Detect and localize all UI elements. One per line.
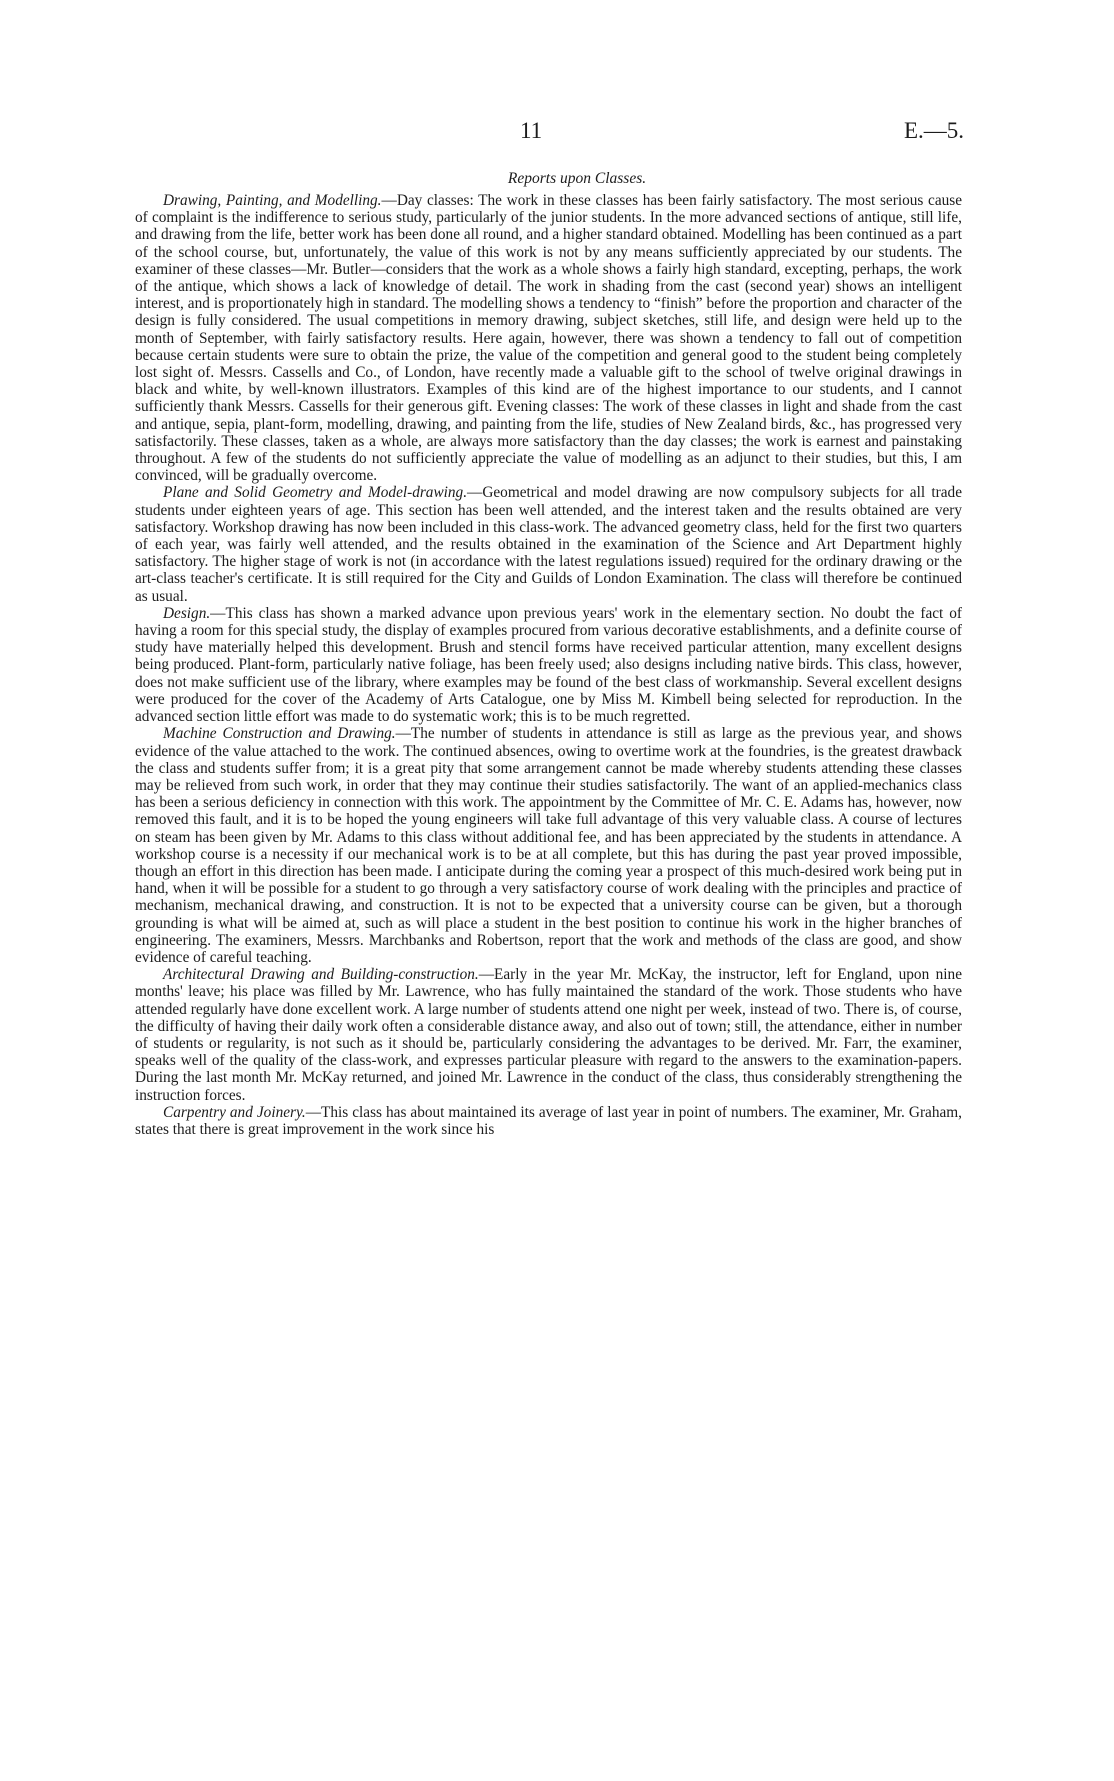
paragraph-machine-construction: [135, 725, 962, 966]
paragraph-text: —Day classes: The work in these classes has been fairly satisfactory. The most serious cause of complaint is the indifference to serious study, particularly of the junior students. In the more advanced sections of antique, still life, and drawing from the life, better work has been done all round, and a higher standard obtained. Modelling has been continued as a part of the school course, but, unfortunately, the value of this work is not by any means sufficiently appreciated by our students. The examiner of these classes—Mr. Butler—considers that the work as a whole shows a fairly high standard, excepting, perhaps, the work of the antique, which shows a lack of knowledge of detail. The work in shading from the cast (second year) shows an intelligent interest, and is proportionately high in standard. The modelling shows a tendency to “finish” before the proportion and character of the design is fully considered. The usual competitions in memory drawing, subject sketches, still life, and design were held up to the month of September, with fairly satisfactory results. Here again, however, there was shown a tendency to fall out of competition because certain students were sure to obtain the prize, the value of the competition and general good to the student being completely lost sight of. Messrs. Cassells and Co., of London, have recently made a valuable gift to the school of twelve original drawings in black and white, by well-known illustrators. Examples of this kind are of the highest importance to our students, and I cannot sufficiently thank Messrs. Cassells for their generous gift. Evening classes: The work of these classes in light and shade from the cast and antique, sepia, plant-form, modelling, drawing, and painting from the life, studies of New Zealand birds, &c., has progressed very satisfactorily. These classes, taken as a whole, are always more satisfactory than the day classes; the work is earnest and painstaking throughout. A few of the students do not sufficiently appreciate the value of modelling as an adjunct to their studies, but this, I am convinced, will be gradually overcome.: [135, 192, 962, 485]
document-reference: E.—5.: [903, 118, 964, 143]
paragraph-drawing-painting-modelling: [135, 192, 962, 484]
report-body: [135, 192, 962, 1138]
paragraph-text: —This class has about maintained its average of last year in point of numbers. The examiner, Mr. Graham, states that there is great improvement in the work since his: [135, 1103, 962, 1138]
paragraph-heading: Drawing, Painting, and Modelling.: [163, 192, 382, 209]
paragraph-heading: Carpentry and Joinery.: [163, 1103, 306, 1121]
page-number: 11: [520, 118, 543, 143]
paragraph-architectural-drawing: [135, 966, 962, 1104]
paragraph-heading: Machine Construction and Drawing.: [163, 725, 396, 743]
paragraph-heading: Design.: [163, 604, 211, 622]
page-header: [0, 118, 1114, 148]
paragraph-design: [135, 605, 962, 725]
paragraph-carpentry-joinery: [135, 1104, 962, 1138]
paragraph-text: —The number of students in attendance is still as large as the previous year, and shows evidence of the value attached to the work. The continued absences, owing to overtime work at the foundries, is the greatest drawback the class and students suffer from; it is a great pity that some arrangement cannot be made whereby students attending these classes may be relieved from such work, in order that they may continue their studies satisfactorily. The want of an applied-mechanics class has been a serious deficiency in connection with this work. The appointment by the Committee of Mr. C. E. Adams has, however, now removed this fault, and it is to be hoped the young engineers will take full advantage of this very valuable class. A course of lectures on steam has been given by Mr. Adams to this class without additional fee, and has been appreciated by the students in attendance. A workshop course is a necessity if our mechanical work is to be at all complete, but this has during the past year proved impossible, though an effort in this direction has been made. I anticipate during the coming year a prospect of this much-desired work being put in hand, when it will be possible for a student to go through a very satisfactory course of work dealing with the principles and practice of mechanism, mechanical drawing, and construction. It is not to be expected that a university course can be given, but a thorough grounding is what will be aimed at, such as will place a student in the best position to continue his work in the higher branches of engineering. The examiners, Messrs. Marchbanks and Robertson, report that the work and methods of the class are good, and show evidence of careful teaching.: [135, 725, 962, 966]
paragraph-text: —Geometrical and model drawing are now compulsory subjects for all trade students under eighteen years of age. This section has been well attended, and the interest taken and the results obtained are very satisfactory. Workshop drawing has now been included in this class-work. The advanced geometry class, held for the first two quarters of each year, was fairly well attended, and the results obtained in the examination of the Science and Art Department highly satisfactory. The higher stage of work is not (in accordance with the latest regulations issued) required for the ordinary drawing or the art-class teacher's certificate. It is still required for the City and Guilds of London Examination. The class will therefore be continued as usual.: [135, 484, 962, 605]
paragraph-heading: Architectural Drawing and Building-construction.: [163, 966, 479, 984]
paragraph-geometry-model-drawing: [135, 484, 962, 604]
paragraph-text: —Early in the year Mr. McKay, the instructor, left for England, upon nine months' leave; his place was filled by Mr. Lawrence, who has fully maintained the standard of the work. Those students who have attended regularly have done excellent work. A large number of students attend one night per week, instead of two. There is, of course, the difficulty of having their daily work often a considerable distance away, and also out of town; still, the attendance, either in number of students or regularity, is not such as it should be, particularly considering the advantages to be derived. Mr. Farr, the examiner, speaks well of the quality of the class-work, and expresses particular pleasure with regard to the answers to the examination-papers. During the last month Mr. McKay returned, and joined Mr. Lawrence in the conduct of the class, thus considerably strengthening the instruction forces.: [135, 966, 962, 1104]
paragraph-text: —This class has shown a marked advance upon previous years' work in the elementary section. No doubt the fact of having a room for this special study, the display of examples procured from various decorative establishments, and a definite course of study have materially helped this development. Brush and stencil forms have received particular attention, many excellent designs being produced. Plant-form, particularly native foliage, has been freely used; also designs including native birds. This class, however, does not make sufficient use of the library, where examples may be found of the best class of workmanship. Several excellent designs were produced for the cover of the Academy of Arts Catalogue, one by Miss M. Kimbell being selected for reproduction. In the advanced section little effort was made to do systematic work; this is to be much regretted.: [135, 604, 962, 726]
paragraph-heading: Plane and Solid Geometry and Model-drawing.: [163, 484, 468, 502]
section-title: Reports upon Classes.: [507, 170, 647, 187]
